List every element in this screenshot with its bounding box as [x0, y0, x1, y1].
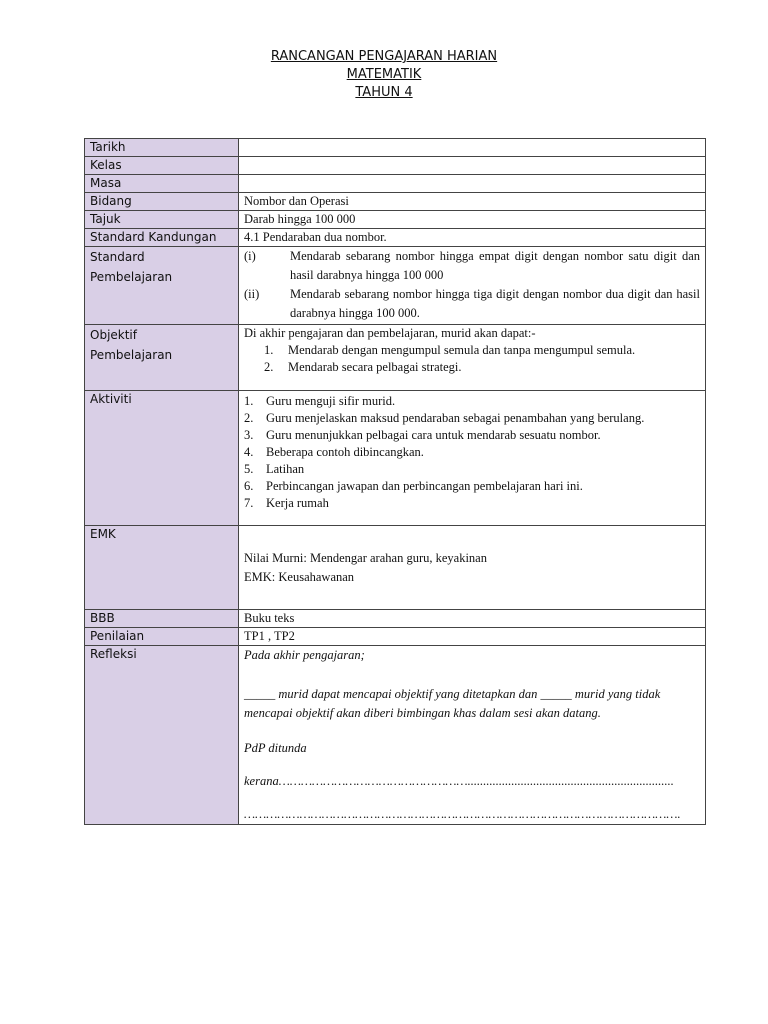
row-tajuk: [85, 211, 706, 229]
label-masa: Masa: [85, 175, 239, 193]
value-tarikh[interactable]: [239, 139, 706, 157]
emk-line-2: EMK: Keusahawanan: [244, 569, 355, 584]
list-item: [244, 247, 700, 285]
refleksi-line-2[interactable]: _____ murid dapat mencapai objektif yang ditetapkan dan _____ murid yang tidak mencapai objektif akan diberi bimbingan khas dalam sesi akan datang.: [244, 687, 661, 720]
row-kelas: [85, 157, 706, 175]
list-item: [244, 495, 700, 512]
row-standard-pembelajaran: [85, 247, 706, 325]
item-text: Latihan: [266, 462, 305, 476]
title-line-3: TAHUN 4: [355, 85, 413, 100]
label-emk: EMK: [85, 526, 239, 610]
item-text: Kerja rumah: [266, 496, 329, 510]
row-emk: [85, 526, 706, 610]
label-refleksi: Refleksi: [85, 646, 239, 825]
row-objektif: [85, 325, 706, 391]
label-sp-line-2: Pembelajaran: [90, 270, 173, 284]
list-item: [244, 461, 700, 478]
label-obj-line-1: Objektif: [90, 328, 137, 342]
item-number: 6.: [244, 479, 254, 493]
item-number: 4.: [244, 445, 254, 459]
row-masa: [85, 175, 706, 193]
list-item: [244, 427, 700, 444]
value-tajuk: Darab hingga 100 000: [239, 211, 706, 229]
item-text: Mendarab dengan mengumpul semula dan tanpa mengumpul semula.: [288, 343, 636, 357]
objektif-list: [244, 342, 700, 376]
value-bidang: Nombor dan Operasi: [239, 193, 706, 211]
item-text: Guru menunjukkan pelbagai cara untuk mendarab sesuatu nombor.: [266, 428, 601, 442]
item-text: Mendarab sebarang nombor hingga tiga digit dengan nombor dua digit dan hasil darabnya hingga 100 000.: [290, 287, 700, 320]
label-standard-pembelajaran: [85, 247, 239, 325]
refleksi-line-4[interactable]: kerana……………………………………………..................................................................: [244, 774, 674, 788]
row-bbb: [85, 610, 706, 628]
label-obj-line-2: Pembelajaran: [90, 348, 173, 362]
list-item: [244, 393, 700, 410]
refleksi-line-1: Pada akhir pengajaran;: [244, 648, 365, 662]
value-standard-pembelajaran: [239, 247, 706, 325]
label-aktiviti: Aktiviti: [85, 391, 239, 526]
list-item: [244, 478, 700, 495]
objektif-intro: Di akhir pengajaran dan pembelajaran, murid akan dapat:-: [244, 326, 536, 340]
label-penilaian: Penilaian: [85, 628, 239, 646]
value-bbb: Buku teks: [239, 610, 706, 628]
label-kelas: Kelas: [85, 157, 239, 175]
item-text: Perbincangan jawapan dan perbincangan pembelajaran hari ini.: [266, 479, 583, 493]
item-number: 2.: [264, 360, 274, 374]
item-text: Mendarab secara pelbagai strategi.: [288, 360, 462, 374]
item-number: 1.: [244, 394, 254, 408]
title-line-2: MATEMATIK: [346, 67, 422, 82]
standard-pembelajaran-list: [244, 247, 700, 323]
label-sp-line-1: Standard: [90, 250, 145, 264]
value-kelas[interactable]: [239, 157, 706, 175]
row-standard-kandungan: [85, 229, 706, 247]
row-aktiviti: [85, 391, 706, 526]
value-objektif: [239, 325, 706, 391]
refleksi-line-5[interactable]: ……………………………………………………………………………………………………….: [244, 807, 681, 821]
item-number: 3.: [244, 428, 254, 442]
item-text: Guru menjelaskan maksud pendaraban sebagai penambahan yang berulang.: [266, 411, 645, 425]
row-tarikh: [85, 139, 706, 157]
document-title: [0, 48, 768, 102]
item-number: (i): [244, 249, 256, 263]
list-item: [244, 410, 700, 427]
item-number: 5.: [244, 462, 254, 476]
list-item: [244, 444, 700, 461]
value-masa[interactable]: [239, 175, 706, 193]
label-bbb: BBB: [85, 610, 239, 628]
label-bidang: Bidang: [85, 193, 239, 211]
label-objektif: [85, 325, 239, 391]
item-number: (ii): [244, 287, 260, 301]
value-emk: [239, 526, 706, 610]
label-tarikh: Tarikh: [85, 139, 239, 157]
value-refleksi: [239, 646, 706, 825]
row-bidang: [85, 193, 706, 211]
list-item: [264, 359, 700, 376]
emk-line-1: Nilai Murni: Mendengar arahan guru, keyakinan: [244, 550, 487, 565]
list-item: [264, 342, 700, 359]
item-number: 1.: [264, 343, 274, 357]
label-standard-kandungan: Standard Kandungan: [85, 229, 239, 247]
item-text: Guru menguji sifir murid.: [266, 394, 396, 408]
label-tajuk: Tajuk: [85, 211, 239, 229]
list-item: [244, 285, 700, 323]
aktiviti-list: [244, 393, 700, 512]
title-line-1: RANCANGAN PENGAJARAN HARIAN: [270, 49, 498, 64]
item-number: 2.: [244, 411, 254, 425]
item-text: Mendarab sebarang nombor hingga empat digit dengan nombor satu digit dan hasil darabnya hingga 100 000: [290, 249, 700, 282]
value-standard-kandungan: 4.1 Pendaraban dua nombor.: [239, 229, 706, 247]
refleksi-line-3: PdP ditunda: [244, 741, 307, 755]
row-penilaian: [85, 628, 706, 646]
value-penilaian: TP1 , TP2: [239, 628, 706, 646]
item-text: Beberapa contoh dibincangkan.: [266, 445, 424, 459]
value-aktiviti: [239, 391, 706, 526]
row-refleksi: [85, 646, 706, 825]
item-number: 7.: [244, 496, 254, 510]
lesson-plan-table: [84, 138, 706, 825]
